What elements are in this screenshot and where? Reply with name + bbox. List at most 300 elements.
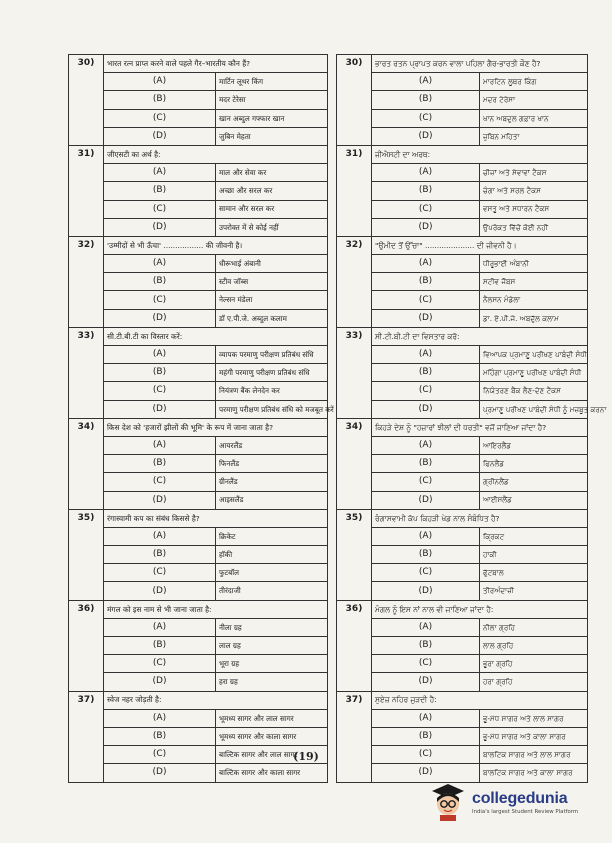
option-row (337, 273, 588, 291)
option-text: ਨੀਲਾ ਗ੍ਰਹਿ (480, 618, 588, 636)
spacer-cell (69, 255, 104, 273)
option-letter: (B) (372, 364, 480, 382)
option-row (69, 273, 328, 291)
spacer-cell (69, 218, 104, 236)
option-text: ਵਸਤੂ ਅਤੇ ਸਧਾਰਨ ਟੈਕਸ (480, 200, 588, 218)
question-number: 30) (69, 55, 104, 73)
option-letter: (D) (372, 582, 480, 600)
spacer-cell (69, 764, 104, 782)
option-letter: (D) (104, 400, 216, 418)
option-text: ਪ੍ਰਮਾਣੂ ਪਰੀਖਣ ਪਾਬੰਦੀ ਸੰਧੀ ਨੂੰ ਮਜ਼ਬੂਤ ਕਰਨਾ (480, 400, 588, 418)
option-row (337, 309, 588, 327)
question-number: 33) (337, 327, 372, 345)
option-row (69, 309, 328, 327)
spacer-cell (69, 455, 104, 473)
option-letter: (C) (372, 200, 480, 218)
option-text: आइसलैंड (216, 491, 328, 509)
spacer-cell (69, 73, 104, 91)
option-letter: (C) (372, 382, 480, 400)
question-row (337, 691, 588, 709)
spacer-cell (69, 127, 104, 145)
option-row (69, 73, 328, 91)
spacer-cell (337, 455, 372, 473)
option-text: डॉ ए.पी.जे. अब्दुल कलाम (216, 309, 328, 327)
question-row (69, 55, 328, 73)
option-text: ਵਿਆਪਕ ਪ੍ਰਮਾਣੂ ਪਰੀਖਣ ਪਾਬੰਦੀ ਸੰਧੀ (480, 346, 588, 364)
option-row (69, 400, 328, 418)
option-row (337, 673, 588, 691)
question-text: ਕਿਹੜੇ ਦੇਸ਼ ਨੂੰ "ਹਜ਼ਾਰਾਂ ਝੀਲਾਂ ਦੀ ਧਰਤੀ" ਵਜੋਂ ਜਾਣਿਆ ਜਾਂਦਾ ਹੈ? (372, 418, 588, 436)
spacer-cell (337, 218, 372, 236)
brand-watermark (430, 772, 602, 832)
option-letter: (B) (372, 727, 480, 745)
question-row (69, 600, 328, 618)
spacer-cell (69, 673, 104, 691)
option-row (337, 727, 588, 745)
option-row (69, 91, 328, 109)
question-text: मंगल को इस नाम से भी जाना जाता है: (104, 600, 328, 618)
option-row (69, 473, 328, 491)
question-number: 30) (337, 55, 372, 73)
option-letter: (B) (104, 182, 216, 200)
question-row (337, 55, 588, 73)
option-letter: (B) (104, 546, 216, 564)
spacer-cell (69, 182, 104, 200)
option-text: ਚੰਗਾ ਅਤੇ ਸਰਲ ਟੈਕਸ (480, 182, 588, 200)
option-letter: (C) (104, 200, 216, 218)
option-text: उपरोक्त में से कोई नहीं (216, 218, 328, 236)
punjabi-column (336, 54, 607, 778)
option-row (69, 346, 328, 364)
option-text: ਜ਼ੁਬਿਨ ਮਹਿਤਾ (480, 127, 588, 145)
spacer-cell (337, 564, 372, 582)
question-number: 34) (69, 418, 104, 436)
question-text: ਜੀਐਸਟੀ ਦਾ ਅਰਥ: (372, 145, 588, 163)
option-text: सामान और सरल कर (216, 200, 328, 218)
option-text: ਮਾਰਟਿਨ ਲੂਥਰ ਕਿੰਗ (480, 73, 588, 91)
option-row (337, 346, 588, 364)
option-text: नेल्सन मंडेला (216, 291, 328, 309)
option-row (69, 618, 328, 636)
spacer-cell (337, 727, 372, 745)
option-text: ਡਾ. ਏ.ਪੀ.ਜੇ. ਅਬਦੁੱਲ ਕਲਾਮ (480, 309, 588, 327)
option-row (69, 109, 328, 127)
question-text: स्वेज नहर जोड़ती है: (104, 691, 328, 709)
option-letter: (C) (104, 564, 216, 582)
option-letter: (D) (372, 491, 480, 509)
option-letter: (C) (372, 746, 480, 764)
spacer-cell (337, 291, 372, 309)
option-letter: (A) (372, 346, 480, 364)
spacer-cell (69, 582, 104, 600)
spacer-cell (337, 400, 372, 418)
option-text: ਆਇਰਲੈਂਡ (480, 436, 588, 454)
spacer-cell (69, 618, 104, 636)
option-row (69, 455, 328, 473)
spacer-cell (337, 73, 372, 91)
option-row (69, 546, 328, 564)
option-row (69, 182, 328, 200)
spacer-cell (69, 400, 104, 418)
question-text: 'उम्मीदों से भी ऊँचा' ................. की जीवनी है। (104, 236, 328, 254)
spacer-cell (337, 164, 372, 182)
question-row (69, 509, 328, 527)
option-row (69, 673, 328, 691)
spacer-cell (69, 164, 104, 182)
option-text: ਭੂ-ਮੱਧ ਸਾਗਰ ਅਤੇ ਕਾਲਾ ਸਾਗਰ (480, 727, 588, 745)
option-letter: (B) (372, 182, 480, 200)
question-text: ਸੀ.ਟੀ.ਬੀ.ਟੀ ਦਾ ਵਿਸਤਾਰ ਕਰੋ: (372, 327, 588, 345)
option-letter: (B) (104, 91, 216, 109)
spacer-cell (69, 527, 104, 545)
option-row (69, 200, 328, 218)
option-row (69, 436, 328, 454)
question-number: 32) (69, 236, 104, 254)
punjabi-question-table (336, 54, 607, 783)
option-text: भूरा ग्रह (216, 655, 328, 673)
option-row (69, 218, 328, 236)
option-row (337, 582, 588, 600)
option-text: व्यापक परमाणु परीक्षण प्रतिबंध संधि (216, 346, 328, 364)
spacer-cell (337, 764, 372, 782)
option-text: ਖਾਨ ਅਬਦੁਲ ਗਫ਼ਾਰ ਖਾਨ (480, 109, 588, 127)
option-letter: (C) (372, 655, 480, 673)
option-letter: (A) (104, 73, 216, 91)
spacer-cell (337, 673, 372, 691)
option-text: ਆਈਸਲੈਂਡ (480, 491, 588, 509)
spacer-cell (337, 91, 372, 109)
option-letter: (A) (372, 73, 480, 91)
question-row (337, 418, 588, 436)
option-letter: (D) (372, 309, 480, 327)
option-row (337, 436, 588, 454)
option-letter: (A) (372, 436, 480, 454)
option-letter: (A) (104, 709, 216, 727)
option-letter: (D) (104, 491, 216, 509)
option-row (337, 655, 588, 673)
question-text: किस देश को 'हजारों झीलों की भूमि' के रूप में जाना जाता है? (104, 418, 328, 436)
option-row (337, 400, 588, 418)
spacer-cell (337, 709, 372, 727)
spacer-cell (69, 727, 104, 745)
option-text: अच्छा और सरल कर (216, 182, 328, 200)
spacer-cell (337, 346, 372, 364)
spacer-cell (337, 109, 372, 127)
option-row (69, 564, 328, 582)
option-row (337, 218, 588, 236)
option-text: लाल ग्रह (216, 637, 328, 655)
option-letter: (B) (372, 546, 480, 564)
option-text: ਹਰਾ ਗ੍ਰਹਿ (480, 673, 588, 691)
option-letter: (A) (104, 436, 216, 454)
spacer-cell (337, 200, 372, 218)
option-letter: (A) (372, 618, 480, 636)
option-letter: (B) (104, 637, 216, 655)
spacer-cell (69, 200, 104, 218)
question-row (337, 327, 588, 345)
option-row (69, 637, 328, 655)
option-text: खान अब्दुल गफ्फार खान (216, 109, 328, 127)
question-row (69, 327, 328, 345)
brand-name: collegedunia (472, 789, 568, 807)
spacer-cell (69, 364, 104, 382)
option-text: फुटबॉल (216, 564, 328, 582)
graduate-mascot-icon (430, 782, 466, 822)
option-row (69, 527, 328, 545)
question-number: 37) (337, 691, 372, 709)
option-text: ਹਾਕੀ (480, 546, 588, 564)
spacer-cell (337, 436, 372, 454)
question-row (337, 236, 588, 254)
spacer-cell (337, 127, 372, 145)
option-letter: (C) (104, 109, 216, 127)
option-letter: (C) (104, 473, 216, 491)
option-row (337, 109, 588, 127)
option-letter: (C) (104, 746, 216, 764)
option-letter: (D) (104, 309, 216, 327)
spacer-cell (69, 546, 104, 564)
option-letter: (C) (104, 382, 216, 400)
option-letter: (A) (104, 255, 216, 273)
option-letter: (B) (372, 91, 480, 109)
option-row (337, 546, 588, 564)
question-number: 31) (69, 145, 104, 163)
option-row (69, 164, 328, 182)
spacer-cell (69, 382, 104, 400)
option-letter: (A) (372, 255, 480, 273)
option-text: ਬਾਲਟਿਕ ਸਾਗਰ ਅਤੇ ਲਾਲ ਸਾਗਰ (480, 746, 588, 764)
option-text: हॉकी (216, 546, 328, 564)
option-text: ਧੀਰੂਭਾਈ ਅੰਬਾਨੀ (480, 255, 588, 273)
option-text: ਫੁੱਟਬਾਲ (480, 564, 588, 582)
option-text: ਲਾਲ ਗ੍ਰਹਿ (480, 637, 588, 655)
option-row (337, 200, 588, 218)
option-text: ਤੀਰਅੰਦਾਜ਼ੀ (480, 582, 588, 600)
option-row (69, 764, 328, 782)
option-text: धीरूभाई अंबानी (216, 255, 328, 273)
option-row (337, 164, 588, 182)
spacer-cell (337, 546, 372, 564)
spacer-cell (69, 655, 104, 673)
option-letter: (A) (104, 527, 216, 545)
option-text: परमाणु परीक्षण प्रतिबंध संधि को मजबूत करें (216, 400, 328, 418)
option-text: ग्रीनलैंड (216, 473, 328, 491)
question-row (69, 418, 328, 436)
spacer-cell (69, 346, 104, 364)
spacer-cell (69, 473, 104, 491)
option-text: भूमध्य सागर और काला सागर (216, 727, 328, 745)
option-row (337, 255, 588, 273)
option-row (337, 291, 588, 309)
option-row (69, 491, 328, 509)
option-row (337, 455, 588, 473)
option-text: ਮਦਰ ਟੇਰੇਸਾ (480, 91, 588, 109)
question-text: ਰੰਗਾਸਵਾਮੀ ਕੱਪ ਕਿਹੜੀ ਖੇਡ ਨਾਲ ਸੰਬੰਧਿਤ ਹੈ? (372, 509, 588, 527)
option-text: मदर टेरेसा (216, 91, 328, 109)
spacer-cell (69, 309, 104, 327)
option-letter: (D) (104, 764, 216, 782)
option-letter: (B) (372, 455, 480, 473)
question-row (337, 145, 588, 163)
question-text: रंगास्वामी कप का संबंध किससे है? (104, 509, 328, 527)
spacer-cell (337, 655, 372, 673)
spacer-cell (69, 291, 104, 309)
option-row (337, 491, 588, 509)
option-row (337, 127, 588, 145)
spacer-cell (337, 255, 372, 273)
spacer-cell (337, 473, 372, 491)
option-letter: (C) (372, 109, 480, 127)
option-text: बाल्टिक सागर और काला सागर (216, 764, 328, 782)
spacer-cell (69, 436, 104, 454)
option-row (337, 182, 588, 200)
question-number: 36) (69, 600, 104, 618)
option-text: ਭੂ-ਮੱਧ ਸਾਗਰ ਅਤੇ ਲਾਲ ਸਾਗਰ (480, 709, 588, 727)
question-row (69, 236, 328, 254)
hindi-question-table (68, 54, 334, 783)
spacer-cell (337, 182, 372, 200)
spacer-cell (337, 364, 372, 382)
option-row (337, 637, 588, 655)
question-text: जीएसटी का अर्थ है: (104, 145, 328, 163)
spacer-cell (69, 109, 104, 127)
option-text: बाल्टिक सागर और लाल सागर (216, 746, 328, 764)
question-row (69, 145, 328, 163)
option-letter: (B) (104, 455, 216, 473)
option-row (337, 364, 588, 382)
question-row (337, 600, 588, 618)
option-letter: (D) (372, 673, 480, 691)
spacer-cell (337, 582, 372, 600)
option-text: हरा ग्रह (216, 673, 328, 691)
option-letter: (A) (104, 618, 216, 636)
option-text: भूमध्य सागर और लाल सागर (216, 709, 328, 727)
option-text: ਬਾਲਟਿਕ ਸਾਗਰ ਅਤੇ ਕਾਲਾ ਸਾਗਰ (480, 764, 588, 782)
option-letter: (B) (372, 637, 480, 655)
option-letter: (B) (104, 364, 216, 382)
spacer-cell (337, 491, 372, 509)
option-text: ਨੈਲਸਨ ਮੰਡੇਲਾ (480, 291, 588, 309)
option-letter: (D) (104, 218, 216, 236)
question-text: भारत रत्न प्राप्त करने वाले पहले गैर–भारतीय कौन हैं? (104, 55, 328, 73)
question-text: ਭਾਰਤ ਰਤਨ ਪ੍ਰਾਪਤ ਕਰਨ ਵਾਲਾ ਪਹਿਲਾ ਗੈਰ-ਭਾਰਤੀ ਕੌਣ ਹੈ? (372, 55, 588, 73)
option-letter: (A) (372, 527, 480, 545)
option-row (69, 727, 328, 745)
option-row (337, 527, 588, 545)
option-letter: (C) (104, 291, 216, 309)
question-text: "ਉਮੀਦ ਤੋਂ ਉੱਚਾ" ..................... ਦੀ ਜੀਵਨੀ ਹੈ। (372, 236, 588, 254)
spacer-cell (337, 618, 372, 636)
option-text: नियंत्रण बैंक लेनदेन कर (216, 382, 328, 400)
option-letter: (D) (104, 673, 216, 691)
option-letter: (C) (372, 473, 480, 491)
option-letter: (D) (372, 764, 480, 782)
option-text: नीला ग्रह (216, 618, 328, 636)
question-number: 33) (69, 327, 104, 345)
option-text: महंगी परमाणु परीक्षण प्रतिबंध संधि (216, 364, 328, 382)
option-text: ਗ੍ਰੀਨਲੈਂਡ (480, 473, 588, 491)
option-text: क्रिकेट (216, 527, 328, 545)
question-number: 34) (337, 418, 372, 436)
option-text: मार्टिन लूथर किंग (216, 73, 328, 91)
option-text: ਕ੍ਰਿਕਟ (480, 527, 588, 545)
question-number: 32) (337, 236, 372, 254)
option-row (69, 291, 328, 309)
option-text: फिनलैंड (216, 455, 328, 473)
spacer-cell (337, 309, 372, 327)
question-number: 36) (337, 600, 372, 618)
option-letter: (B) (104, 273, 216, 291)
spacer-cell (69, 491, 104, 509)
option-row (337, 709, 588, 727)
spacer-cell (69, 91, 104, 109)
question-text: ਸੁਏਜ਼ ਨਹਿਰ ਜੁੜਦੀ ਹੈ: (372, 691, 588, 709)
spacer-cell (337, 273, 372, 291)
option-text: ਮਹਿੰਗਾ ਪ੍ਰਮਾਣੂ ਪਰੀਖਣ ਪਾਬੰਦੀ ਸੰਧੀ (480, 364, 588, 382)
option-row (337, 473, 588, 491)
option-text: जुबिन मेहता (216, 127, 328, 145)
option-letter: (D) (372, 127, 480, 145)
question-text: ਮੰਗਲ ਨੂੰ ਇਸ ਨਾਂ ਨਾਲ ਵੀ ਜਾਣਿਆ ਜਾਂਦਾ ਹੈ: (372, 600, 588, 618)
option-text: स्टीव जॉब्स (216, 273, 328, 291)
option-row (69, 709, 328, 727)
option-letter: (C) (104, 655, 216, 673)
option-text: ਫਿਨਲੈਂਡ (480, 455, 588, 473)
option-text: ਨਿਯੰਤਰਣ ਬੈਂਕ ਲੈਣ-ਦੇਣ ਟੈਕਸ (480, 382, 588, 400)
option-text: आयरलैंड (216, 436, 328, 454)
spacer-cell (337, 527, 372, 545)
option-letter: (A) (372, 164, 480, 182)
option-row (69, 582, 328, 600)
option-text: ਉਪਰੋਕਤ ਵਿੱਚੋਂ ਕੋਈ ਨਹੀਂ (480, 218, 588, 236)
option-row (337, 382, 588, 400)
option-row (337, 73, 588, 91)
question-row (337, 509, 588, 527)
spacer-cell (337, 637, 372, 655)
question-row (69, 691, 328, 709)
option-row (69, 655, 328, 673)
option-row (69, 364, 328, 382)
option-letter: (A) (104, 164, 216, 182)
option-letter: (B) (104, 727, 216, 745)
option-letter: (A) (104, 346, 216, 364)
spacer-cell (69, 637, 104, 655)
page-number: (19) (293, 750, 319, 763)
brand-tagline: India's largest Student Review Platform (472, 808, 579, 815)
question-text: सी.टी.बी.टी का विस्तार करें: (104, 327, 328, 345)
question-number: 35) (337, 509, 372, 527)
option-text: ਚੀਜ਼ਾਂ ਅਤੇ ਸੇਵਾਵਾਂ ਟੈਕਸ (480, 164, 588, 182)
option-letter: (D) (104, 582, 216, 600)
option-row (337, 91, 588, 109)
option-letter: (A) (372, 709, 480, 727)
spacer-cell (69, 564, 104, 582)
option-row (69, 127, 328, 145)
question-number: 35) (69, 509, 104, 527)
option-row (337, 564, 588, 582)
option-letter: (C) (372, 564, 480, 582)
spacer-cell (69, 273, 104, 291)
option-row (69, 382, 328, 400)
option-row (337, 618, 588, 636)
option-letter: (C) (372, 291, 480, 309)
spacer-cell (69, 709, 104, 727)
question-number: 37) (69, 691, 104, 709)
spacer-cell (337, 382, 372, 400)
option-letter: (D) (372, 218, 480, 236)
option-text: ਭੂਰਾ ਗ੍ਰਹਿ (480, 655, 588, 673)
option-text: माल और सेवा कर (216, 164, 328, 182)
